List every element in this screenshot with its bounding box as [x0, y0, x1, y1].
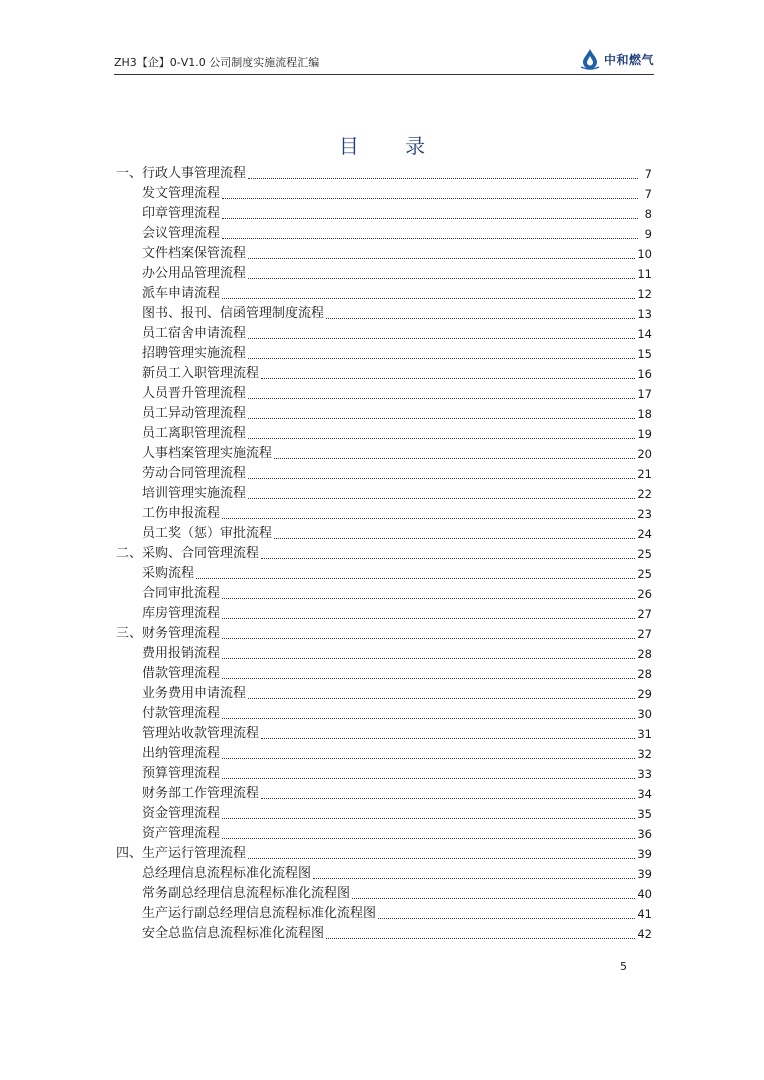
table-of-contents [116, 164, 652, 944]
toc-section-entry[interactable] [116, 164, 652, 184]
toc-entry-page: 27 [637, 627, 652, 641]
toc-entry[interactable] [116, 704, 652, 724]
toc-entry[interactable] [116, 644, 652, 664]
dot-leader [378, 917, 635, 919]
toc-entry-label: 文件档案保管流程 [142, 246, 247, 261]
toc-entry-page: 7 [644, 187, 652, 201]
toc-entry-label: 员工离职管理流程 [142, 426, 247, 441]
dot-leader [248, 337, 635, 339]
toc-entry-page: 11 [637, 267, 652, 281]
toc-entry[interactable] [116, 584, 652, 604]
toc-entry-label: 借款管理流程 [142, 666, 221, 681]
toc-entry-page: 15 [637, 347, 652, 361]
toc-entry-page: 25 [637, 567, 652, 581]
toc-entry-label: 库房管理流程 [142, 606, 221, 621]
toc-entry-page: 36 [637, 827, 652, 841]
toc-entry-page: 21 [637, 467, 652, 481]
toc-title: 目 录 [338, 134, 446, 158]
toc-entry[interactable] [116, 884, 652, 904]
toc-entry-page: 8 [644, 207, 652, 221]
dot-leader [313, 877, 635, 879]
toc-entry-page: 30 [637, 707, 652, 721]
toc-entry[interactable] [116, 184, 652, 204]
toc-entry-page: 16 [637, 367, 652, 381]
toc-entry-label: 管理站收款管理流程 [142, 726, 260, 741]
toc-entry[interactable] [116, 904, 652, 924]
dot-leader [261, 797, 635, 799]
dot-leader [248, 857, 635, 859]
toc-entry-page: 34 [637, 787, 652, 801]
toc-entry-label: 出纳管理流程 [142, 746, 221, 761]
toc-entry-page: 19 [637, 427, 652, 441]
toc-entry-page: 39 [637, 867, 652, 881]
dot-leader [248, 397, 635, 399]
dot-leader [222, 517, 635, 519]
dot-leader [248, 437, 635, 439]
toc-entry-label: 三、财务管理流程 [116, 626, 221, 641]
toc-entry-page: 12 [637, 287, 652, 301]
toc-entry-label: 四、生产运行管理流程 [116, 846, 247, 861]
dot-leader [248, 177, 638, 179]
toc-entry-page: 26 [637, 587, 652, 601]
toc-entry-page: 25 [637, 547, 652, 561]
dot-leader [222, 677, 635, 679]
toc-entry[interactable] [116, 204, 652, 224]
dot-leader [326, 937, 635, 939]
toc-entry-label: 员工奖（惩）审批流程 [142, 526, 273, 541]
toc-entry-label: 派车申请流程 [142, 286, 221, 301]
dot-leader [248, 357, 635, 359]
page-number: 5 [620, 960, 627, 973]
toc-entry-label: 业务费用申请流程 [142, 686, 247, 701]
toc-entry[interactable] [116, 384, 652, 404]
toc-entry-page: 31 [637, 727, 652, 741]
toc-entry-label: 会议管理流程 [142, 226, 221, 241]
toc-entry-label: 新员工入职管理流程 [142, 366, 260, 381]
dot-leader [196, 577, 635, 579]
toc-entry[interactable] [116, 604, 652, 624]
page-header [114, 46, 654, 76]
toc-entry[interactable] [116, 284, 652, 304]
toc-entry[interactable] [116, 484, 652, 504]
toc-entry-page: 13 [637, 307, 652, 321]
toc-entry[interactable] [116, 824, 652, 844]
toc-entry-label: 常务副总经理信息流程标准化流程图 [142, 886, 351, 901]
toc-entry-page: 32 [637, 747, 652, 761]
toc-entry-page: 17 [637, 387, 652, 401]
toc-entry-page: 9 [644, 227, 652, 241]
toc-entry-label: 二、采购、合同管理流程 [116, 546, 260, 561]
toc-entry-label: 图书、报刊、信函管理制度流程 [142, 306, 325, 321]
company-logo [579, 48, 654, 70]
dot-leader [261, 377, 635, 379]
dot-leader [222, 597, 635, 599]
dot-leader [222, 657, 635, 659]
toc-entry-page: 39 [637, 847, 652, 861]
toc-entry[interactable] [116, 264, 652, 284]
toc-section-entry[interactable] [116, 844, 652, 864]
dot-leader [222, 757, 635, 759]
toc-entry-page: 10 [637, 247, 652, 261]
toc-entry-label: 员工异动管理流程 [142, 406, 247, 421]
toc-entry-page: 42 [637, 927, 652, 941]
dot-leader [248, 497, 635, 499]
toc-entry[interactable] [116, 344, 652, 364]
toc-entry-page: 35 [637, 807, 652, 821]
toc-entry[interactable] [116, 804, 652, 824]
toc-entry[interactable] [116, 764, 652, 784]
toc-entry[interactable] [116, 464, 652, 484]
dot-leader [352, 897, 635, 899]
toc-entry-label: 劳动合同管理流程 [142, 466, 247, 481]
toc-entry-label: 发文管理流程 [142, 186, 221, 201]
dot-leader [222, 837, 635, 839]
dot-leader [222, 777, 635, 779]
toc-entry-label: 人事档案管理实施流程 [142, 446, 273, 461]
toc-entry[interactable] [116, 864, 652, 884]
toc-entry[interactable] [116, 504, 652, 524]
toc-entry[interactable] [116, 684, 652, 704]
dot-leader [274, 457, 635, 459]
doc-code: ZH3【企】0-V1.0 公司制度实施流程汇编 [114, 56, 320, 69]
dot-leader [261, 557, 635, 559]
toc-entry-label: 办公用品管理流程 [142, 266, 247, 281]
toc-entry[interactable] [116, 324, 652, 344]
logo-text: 中和燃气 [603, 52, 654, 67]
toc-entry-page: 22 [637, 487, 652, 501]
toc-entry-page: 7 [644, 167, 652, 181]
toc-section-entry[interactable] [116, 544, 652, 564]
header-divider [114, 74, 654, 75]
dot-leader [222, 717, 635, 719]
toc-entry-label: 工伤申报流程 [142, 506, 221, 521]
toc-entry-page: 20 [637, 447, 652, 461]
toc-entry[interactable] [116, 784, 652, 804]
toc-entry[interactable] [116, 444, 652, 464]
toc-entry-page: 40 [637, 887, 652, 901]
toc-entry[interactable] [116, 564, 652, 584]
toc-entry-page: 41 [637, 907, 652, 921]
toc-entry[interactable] [116, 224, 652, 244]
toc-entry-label: 预算管理流程 [142, 766, 221, 781]
dot-leader [222, 217, 638, 219]
toc-entry-page: 18 [637, 407, 652, 421]
dot-leader [326, 317, 635, 319]
toc-entry-page: 23 [637, 507, 652, 521]
toc-entry[interactable] [116, 524, 652, 544]
dot-leader [222, 297, 635, 299]
toc-entry-label: 合同审批流程 [142, 586, 221, 601]
toc-entry[interactable] [116, 924, 652, 944]
toc-entry[interactable] [116, 364, 652, 384]
toc-entry[interactable] [116, 304, 652, 324]
dot-leader [222, 617, 635, 619]
dot-leader [248, 697, 635, 699]
toc-entry-label: 采购流程 [142, 566, 195, 581]
toc-entry-label: 生产运行副总经理信息流程标准化流程图 [142, 906, 377, 921]
toc-entry-page: 24 [637, 527, 652, 541]
toc-entry-label: 培训管理实施流程 [142, 486, 247, 501]
toc-entry-label: 资产管理流程 [142, 826, 221, 841]
toc-entry[interactable] [116, 664, 652, 684]
dot-leader [222, 637, 635, 639]
toc-entry-label: 员工宿舍申请流程 [142, 326, 247, 341]
toc-entry-page: 33 [637, 767, 652, 781]
toc-entry-label: 招聘管理实施流程 [142, 346, 247, 361]
toc-entry-label: 一、行政人事管理流程 [116, 166, 247, 181]
dot-leader [222, 237, 638, 239]
toc-entry-label: 总经理信息流程标准化流程图 [142, 866, 312, 881]
toc-entry-label: 付款管理流程 [142, 706, 221, 721]
toc-entry-label: 人员晋升管理流程 [142, 386, 247, 401]
toc-entry[interactable] [116, 404, 652, 424]
toc-entry-page: 29 [637, 687, 652, 701]
toc-entry[interactable] [116, 244, 652, 264]
toc-entry-page: 14 [637, 327, 652, 341]
toc-entry-label: 费用报销流程 [142, 646, 221, 661]
toc-entry-label: 资金管理流程 [142, 806, 221, 821]
dot-leader [248, 417, 635, 419]
gas-flame-drop-icon [579, 48, 601, 70]
dot-leader [248, 257, 635, 259]
toc-entry-label: 印章管理流程 [142, 206, 221, 221]
dot-leader [261, 737, 635, 739]
toc-entry-page: 27 [637, 607, 652, 621]
toc-entry[interactable] [116, 424, 652, 444]
dot-leader [248, 477, 635, 479]
dot-leader [274, 537, 635, 539]
toc-entry-label: 安全总监信息流程标准化流程图 [142, 926, 325, 941]
dot-leader [222, 197, 638, 199]
toc-entry-label: 财务部工作管理流程 [142, 786, 260, 801]
toc-entry[interactable] [116, 724, 652, 744]
toc-entry-page: 28 [637, 667, 652, 681]
toc-entry-page: 28 [637, 647, 652, 661]
toc-entry[interactable] [116, 744, 652, 764]
dot-leader [222, 817, 635, 819]
toc-section-entry[interactable] [116, 624, 652, 644]
dot-leader [248, 277, 635, 279]
